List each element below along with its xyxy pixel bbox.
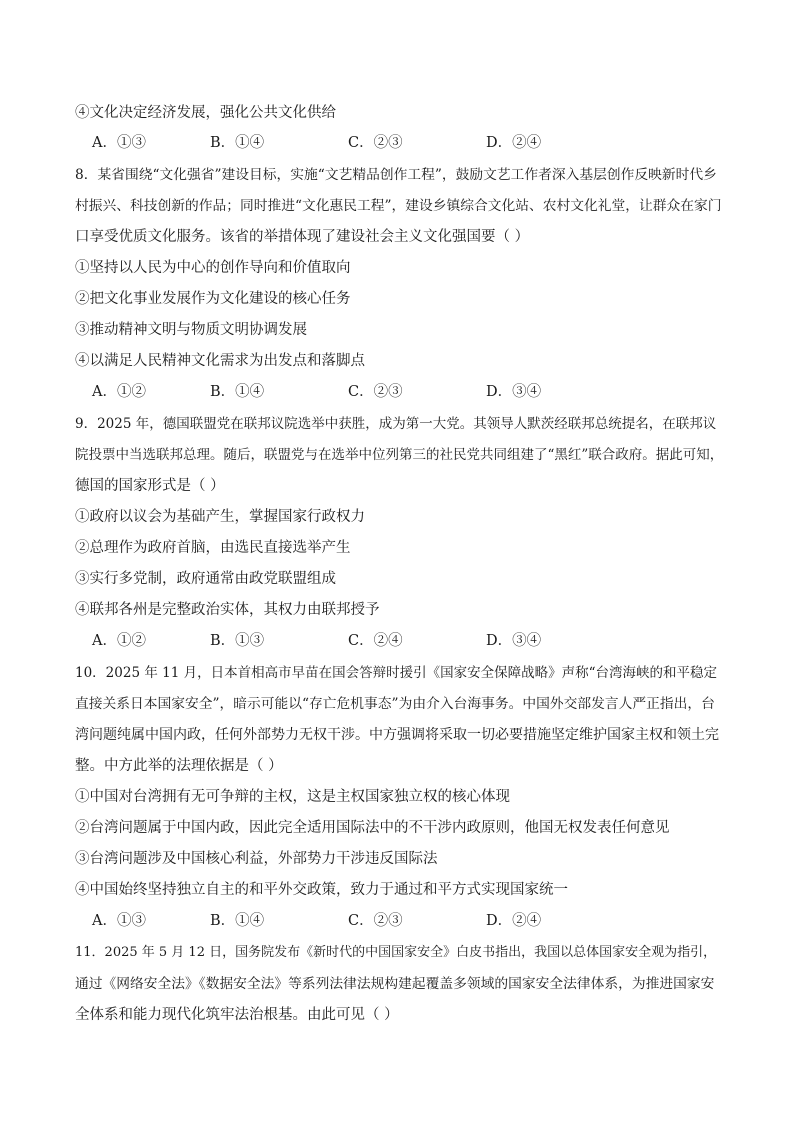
- q9-option-b: B．①③: [210, 633, 265, 649]
- q8-option-d: D．③④: [486, 384, 542, 400]
- q10-option-d: D．②④: [486, 913, 542, 929]
- q9-option-d: D．③④: [486, 633, 542, 649]
- q9-statement-4: ④联邦各州是完整政治实体，其权力由联邦授予: [75, 602, 380, 618]
- q10-statement-2: ②台湾问题属于中国内政，因此完全适用国际法中的不干涉内政原则，他国无权发表任何意见: [75, 820, 670, 836]
- q7-option-b: B．①④: [210, 135, 265, 151]
- q8-options: [92, 382, 732, 402]
- q9-statement-3: ③实行多党制，政府通常由政党联盟组成: [75, 571, 336, 587]
- q10-statement-4: ④中国始终坚持独立自主的和平外交政策，致力于通过和平方式实现国家统一: [75, 882, 568, 898]
- q10-statement-1: ①中国对台湾拥有无可争辩的主权，这是主权国家独立权的核心体现: [75, 789, 510, 805]
- q9-statement-1: ①政府以议会为基础产生，掌握国家行政权力: [75, 509, 365, 525]
- q8-option-b: B．①④: [210, 384, 265, 400]
- q8-stem-line-1: 8．某省围绕“文化强省”建设目标，实施“文艺精品创作工程”，鼓励文艺工作者深入基层创作反映新时代乡: [75, 167, 717, 183]
- q10-stem-line-1: 10．2025 年 11 月，日本首相高市早苗在国会答辩时援引《国家安全保障战略》声称“台湾海峡的和平稳定: [75, 665, 717, 681]
- q7-statement-4: ④文化决定经济发展，强化公共文化供给: [75, 105, 336, 121]
- q11-stem-line-2: 通过《网络安全法》《数据安全法》等系列法律法规构建起覆盖多领域的国家安全法律体系，为推进国家安: [75, 976, 715, 992]
- q8-statement-1: ①坚持以人民为中心的创作导向和价值取向: [75, 260, 351, 276]
- q9-stem-line-3: 德国的国家形式是（ ）: [75, 478, 225, 494]
- q9-option-c: C．②④: [348, 633, 403, 649]
- q9-stem-line-2: 院投票中当选联邦总理。随后，联盟党与在选举中位列第三的社民党共同组建了“黑红”联合政府。据此可知，: [75, 447, 724, 463]
- q8-stem-line-3: 口享受优质文化服务。该省的举措体现了建设社会主义文化强国要（ ）: [75, 229, 530, 245]
- q10-stem-line-4: 整。中方此举的法理依据是（ ）: [75, 758, 283, 774]
- q10-option-b: B．①④: [210, 913, 265, 929]
- q11-stem-line-3: 全体系和能力现代化筑牢法治根基。由此可见（ ）: [75, 1007, 399, 1023]
- q8-stem-line-2: 村振兴、科技创新的作品；同时推进“文化惠民工程”，建设乡镇综合文化站、农村文化礼堂，让群众在家门: [75, 198, 722, 214]
- q7-options: [92, 133, 732, 153]
- q10-option-c: C．②③: [348, 913, 403, 929]
- q9-option-a: A．①②: [92, 633, 146, 649]
- q8-statement-2: ②把文化事业发展作为文化建设的核心任务: [75, 291, 351, 307]
- q10-options: [92, 911, 732, 931]
- q7-option-d: D．②④: [486, 135, 542, 151]
- q8-statement-3: ③推动精神文明与物质文明协调发展: [75, 322, 307, 338]
- q9-options: [92, 631, 732, 651]
- q10-statement-3: ③台湾问题涉及中国核心利益，外部势力干涉违反国际法: [75, 851, 438, 867]
- q8-option-c: C．②③: [348, 384, 403, 400]
- q9-statement-2: ②总理作为政府首脑，由选民直接选举产生: [75, 540, 351, 556]
- q10-stem-line-2: 直接关系日本国家安全”，暗示可能以“存亡危机事态”为由介入台海事务。中国外交部发言人严正指出，台: [75, 696, 715, 712]
- q9-stem-line-1: 9．2025 年，德国联盟党在联邦议院选举中获胜，成为第一大党。其领导人默茨经联邦总统提名，在联邦议: [75, 416, 717, 432]
- q10-stem-line-3: 湾问题纯属中国内政，任何外部势力无权干涉。中方强调将采取一切必要措施坚定维护国家主权和领土完: [75, 727, 719, 743]
- q8-statement-4: ④以满足人民精神文化需求为出发点和落脚点: [75, 353, 365, 369]
- q7-option-c: C．②③: [348, 135, 403, 151]
- q7-option-a: A．①③: [92, 135, 146, 151]
- q11-stem-line-1: 11．2025 年 5 月 12 日，国务院发布《新时代的中国国家安全》白皮书指出，我国以总体国家安全观为指引，: [75, 945, 717, 960]
- q10-option-a: A．①③: [92, 913, 146, 929]
- q8-option-a: A．①②: [92, 384, 146, 400]
